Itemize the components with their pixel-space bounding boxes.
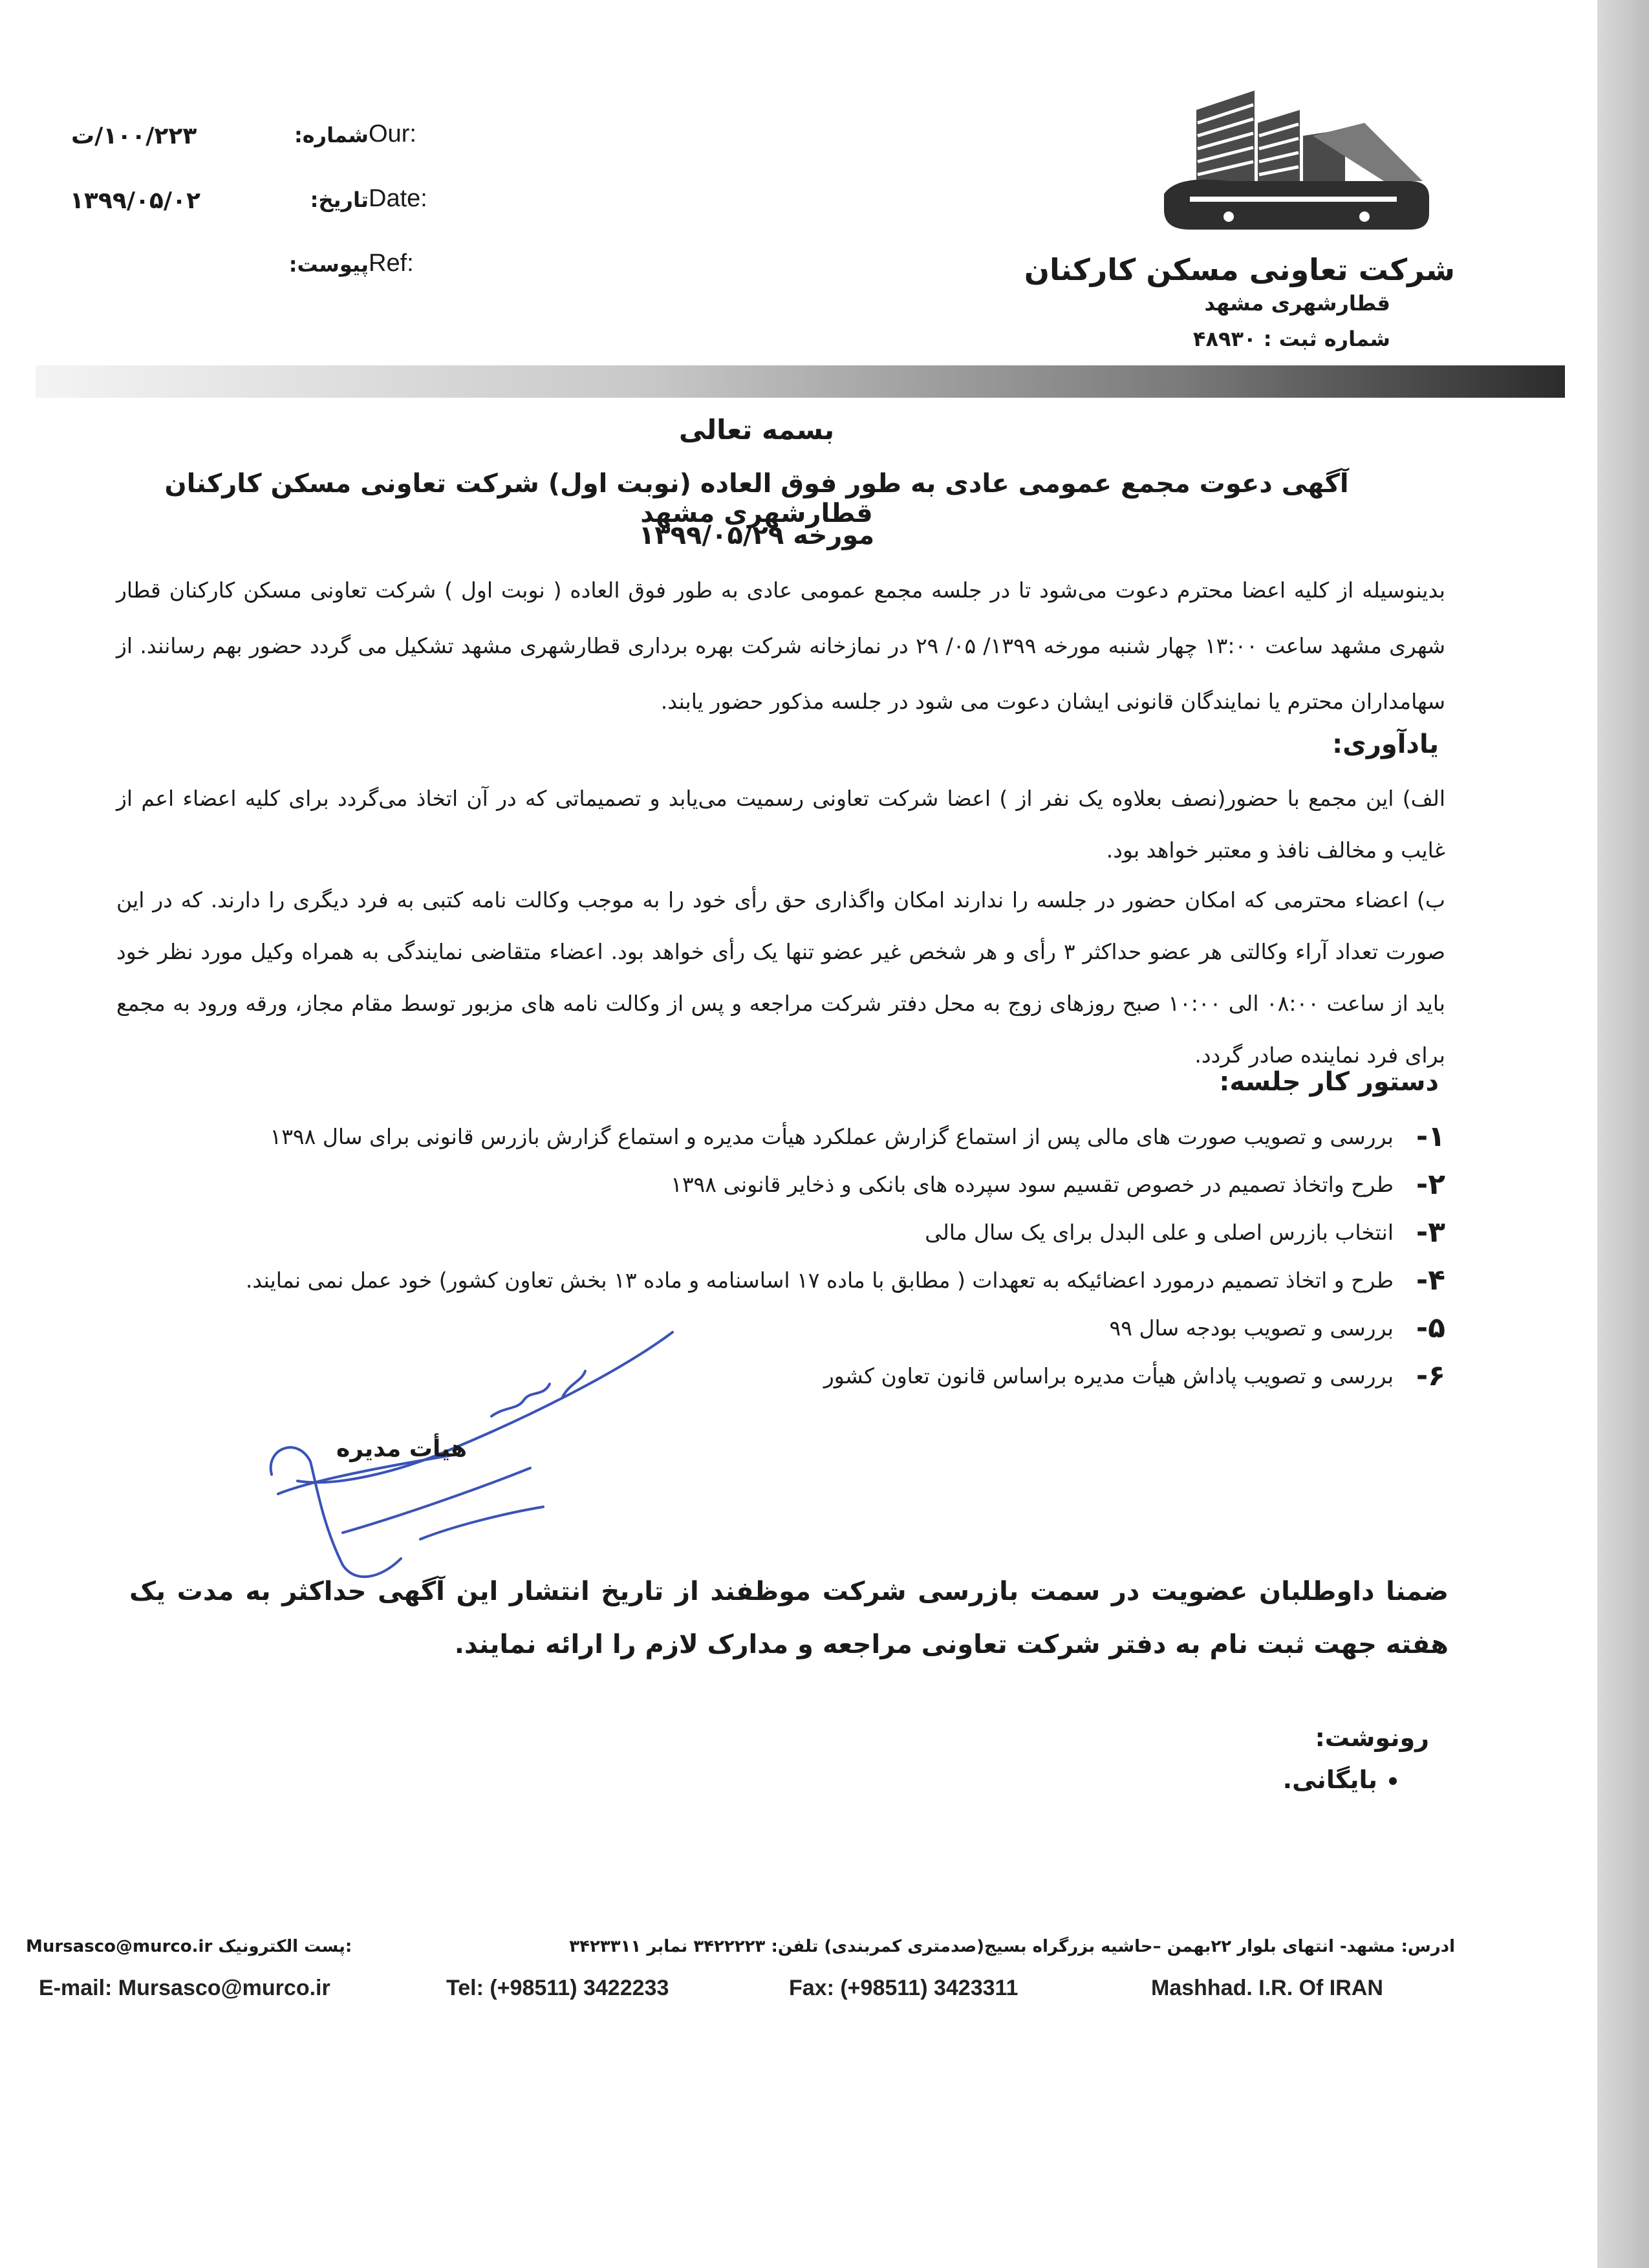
- agenda-item: [120, 1112, 1445, 1160]
- footer-tel: Tel: (+98511) 3422233: [446, 1976, 669, 2000]
- agenda-item-text: طرح واتخاذ تصمیم در خصوص تقسیم سود سپرده های بانکی و ذخایر قانونی ۱۳۹۸: [671, 1171, 1394, 1197]
- footer-en-line: [39, 1976, 1455, 2014]
- attachment-label-en: Ref:: [369, 250, 414, 277]
- agenda-item: [120, 1160, 1445, 1208]
- attachment-label-fa: پیوست:: [288, 252, 369, 277]
- cc-list: [1283, 1766, 1403, 1794]
- agenda-item-text: بررسی و تصویب صورت های مالی پس از استماع گزارش عملکرد هیأت مدیره و استماع گزارش بازرس قانونی برای سال ۱۳۹۸: [270, 1123, 1394, 1149]
- agenda-item-text: انتخاب بازرس اصلی و علی البدل برای یک سال مالی: [925, 1219, 1394, 1245]
- date-label-fa: تاریخ:: [310, 188, 369, 212]
- notice-title: آگهی دعوت مجمع عمومی عادی به طور فوق العاده (نوبت اول) شرکت تعاونی مسکن کارکنان قطارشهری مشهد: [164, 469, 1349, 528]
- agenda-heading: دستور کار جلسه:: [1219, 1067, 1439, 1097]
- agenda-item-number: ۱-: [1416, 1119, 1445, 1153]
- attachment-row: [71, 250, 414, 317]
- cc-heading: رونوشت:: [1315, 1723, 1429, 1752]
- company-logo: [1024, 84, 1474, 369]
- footer-fa-line: [26, 1937, 1455, 1969]
- agenda-item-number: ۲-: [1416, 1167, 1445, 1201]
- footer-location: Mashhad. I.R. Of IRAN: [1151, 1976, 1383, 2000]
- reminder-clause-a: الف) این مجمع با حضور(نصف بعلاوه یک نفر از ) اعضا شرکت تعاونی رسمیت می‌یابد و تصمیماتی که در آن اتخاذ می‌گردد برای کلیه اعضاء اعم از غایب و مخالف نافذ و معتبر خواهد بود.: [116, 786, 1445, 863]
- agenda-item-number: ۶-: [1416, 1359, 1445, 1392]
- reminder-clause-b: ب) اعضاء محترمی که امکان حضور در جلسه را ندارند امکان واگذاری حق رأی خود را به موجب وکالت نامه کتبی به فرد دیگری را دارند. که در این صورت تعداد آراء وکالتی هر عضو حداکثر ۳ رأی و هر شخص غیر عضو تنها یک رأی خواهد بود. اعضاء متقاضی نمایندگی به همراه وکیل مورد نظر خود باید از ساعت ۰۸:۰۰ الی ۱۰:۰۰ صبح روزهای زوج به محل دفتر شرکت مراجعه و پس از وکالت نامه های مزبور توسط مقام مجاز، ورقه ورود به مجمع برای فرد نماینده صادر گردد.: [116, 887, 1446, 1068]
- signature-area: [259, 1319, 698, 1597]
- bismillah-heading: بسمه تعالی: [678, 414, 835, 446]
- cc-item: • بایگانی.: [1283, 1766, 1377, 1794]
- footer-address-fa: ادرس: مشهد- انتهای بلوار ۲۲بهمن –حاشیه بزرگراه بسیج(صدمتری کمربندی) تلفن: ۳۴۲۲۲۲۳ نمابر ۳۴۲۳۳۱۱: [569, 1937, 1455, 1956]
- date-label-en: Date:: [369, 185, 427, 212]
- registration-number: ۴۸۹۳۰: [1192, 327, 1256, 351]
- agenda-item-number: ۵-: [1416, 1311, 1445, 1345]
- agenda-item-text: بررسی و تصویب بودجه سال ۹۹: [1109, 1315, 1394, 1341]
- agenda-item-text: طرح و اتخاذ تصمیم درمورد اعضائیکه به تعهدات ( مطابق با ماده ۱۷ اساسنامه و ماده ۱۳ بخش تعاون کشور) خود عمل نمی نمایند.: [245, 1267, 1394, 1293]
- company-subtitle: قطارشهری مشهد: [1204, 291, 1390, 316]
- number-value: ۱۰۰/۲۲۳/ت: [71, 123, 197, 149]
- reminder-heading: یادآوری:: [1332, 729, 1439, 759]
- registration-label: شماره ثبت :: [1263, 327, 1390, 351]
- footer-fax: Fax: (+98511) 3423311: [789, 1976, 1018, 2000]
- agenda-item-text: بررسی و تصویب پاداش هیأت مدیره براساس قانون تعاون کشور: [823, 1363, 1394, 1388]
- reference-block: [69, 120, 427, 317]
- intro-paragraph: بدینوسیله از کلیه اعضا محترم دعوت می‌شود تا در جلسه مجمع عمومی عادی به طور فوق العاده ( نوبت اول ) شرکت تعاونی مسکن کارکنان قطار شهری مشهد ساعت ۱۳:۰۰ چهار شنبه مورخه ۱۳۹۹/ ۰۵/ ۲۹ در نمازخانه شرکت بهره برداری قطارشهری مشهد تشکیل می گردد حضور بهم رسانند. از سهامداران محترم یا نمایندگان قانونی ایشان دعوت می شود در جلسه مذکور حضور یابند.: [116, 578, 1445, 714]
- agenda-item-number: ۴-: [1416, 1263, 1445, 1297]
- date-row: [69, 185, 427, 252]
- agenda-item-number: ۳-: [1416, 1215, 1445, 1249]
- agenda-item: [120, 1208, 1445, 1256]
- candidates-note: ضمنا داوطلبان عضویت در سمت بازرسی شرکت موظفند از تاریخ انتشار این آگهی حداکثر به مدت یک هفته جهت ثبت نام به دفتر شرکت تعاونی مراجعه و مدارک لازم را ارائه نمایند.: [129, 1577, 1449, 1659]
- board-of-directors-label: هیأت مدیره: [336, 1436, 468, 1462]
- notice-date: مورخه ۱۳۹۹/۰۵/۲۹: [638, 521, 875, 550]
- agenda-item: [120, 1256, 1445, 1304]
- page-edge-shadow: [1597, 0, 1649, 2268]
- number-label-fa: شماره:: [294, 123, 369, 147]
- handwritten-signature-icon: [259, 1319, 698, 1597]
- date-value: ۱۳۹۹/۰۵/۰۲: [69, 188, 200, 214]
- building-train-logo-icon: [1151, 84, 1436, 259]
- registration-row: [1193, 327, 1390, 351]
- number-row: [71, 120, 416, 188]
- footer-email-fa: Mursasco@murco.ir پست الکترونیک:: [26, 1937, 352, 1956]
- footer-email-en: E-mail: Mursasco@murco.ir: [39, 1976, 330, 2000]
- header-divider-bar: [36, 365, 1565, 398]
- number-label-en: Our:: [369, 120, 416, 147]
- company-name: شرکت تعاونی مسکن کارکنان: [1024, 252, 1455, 287]
